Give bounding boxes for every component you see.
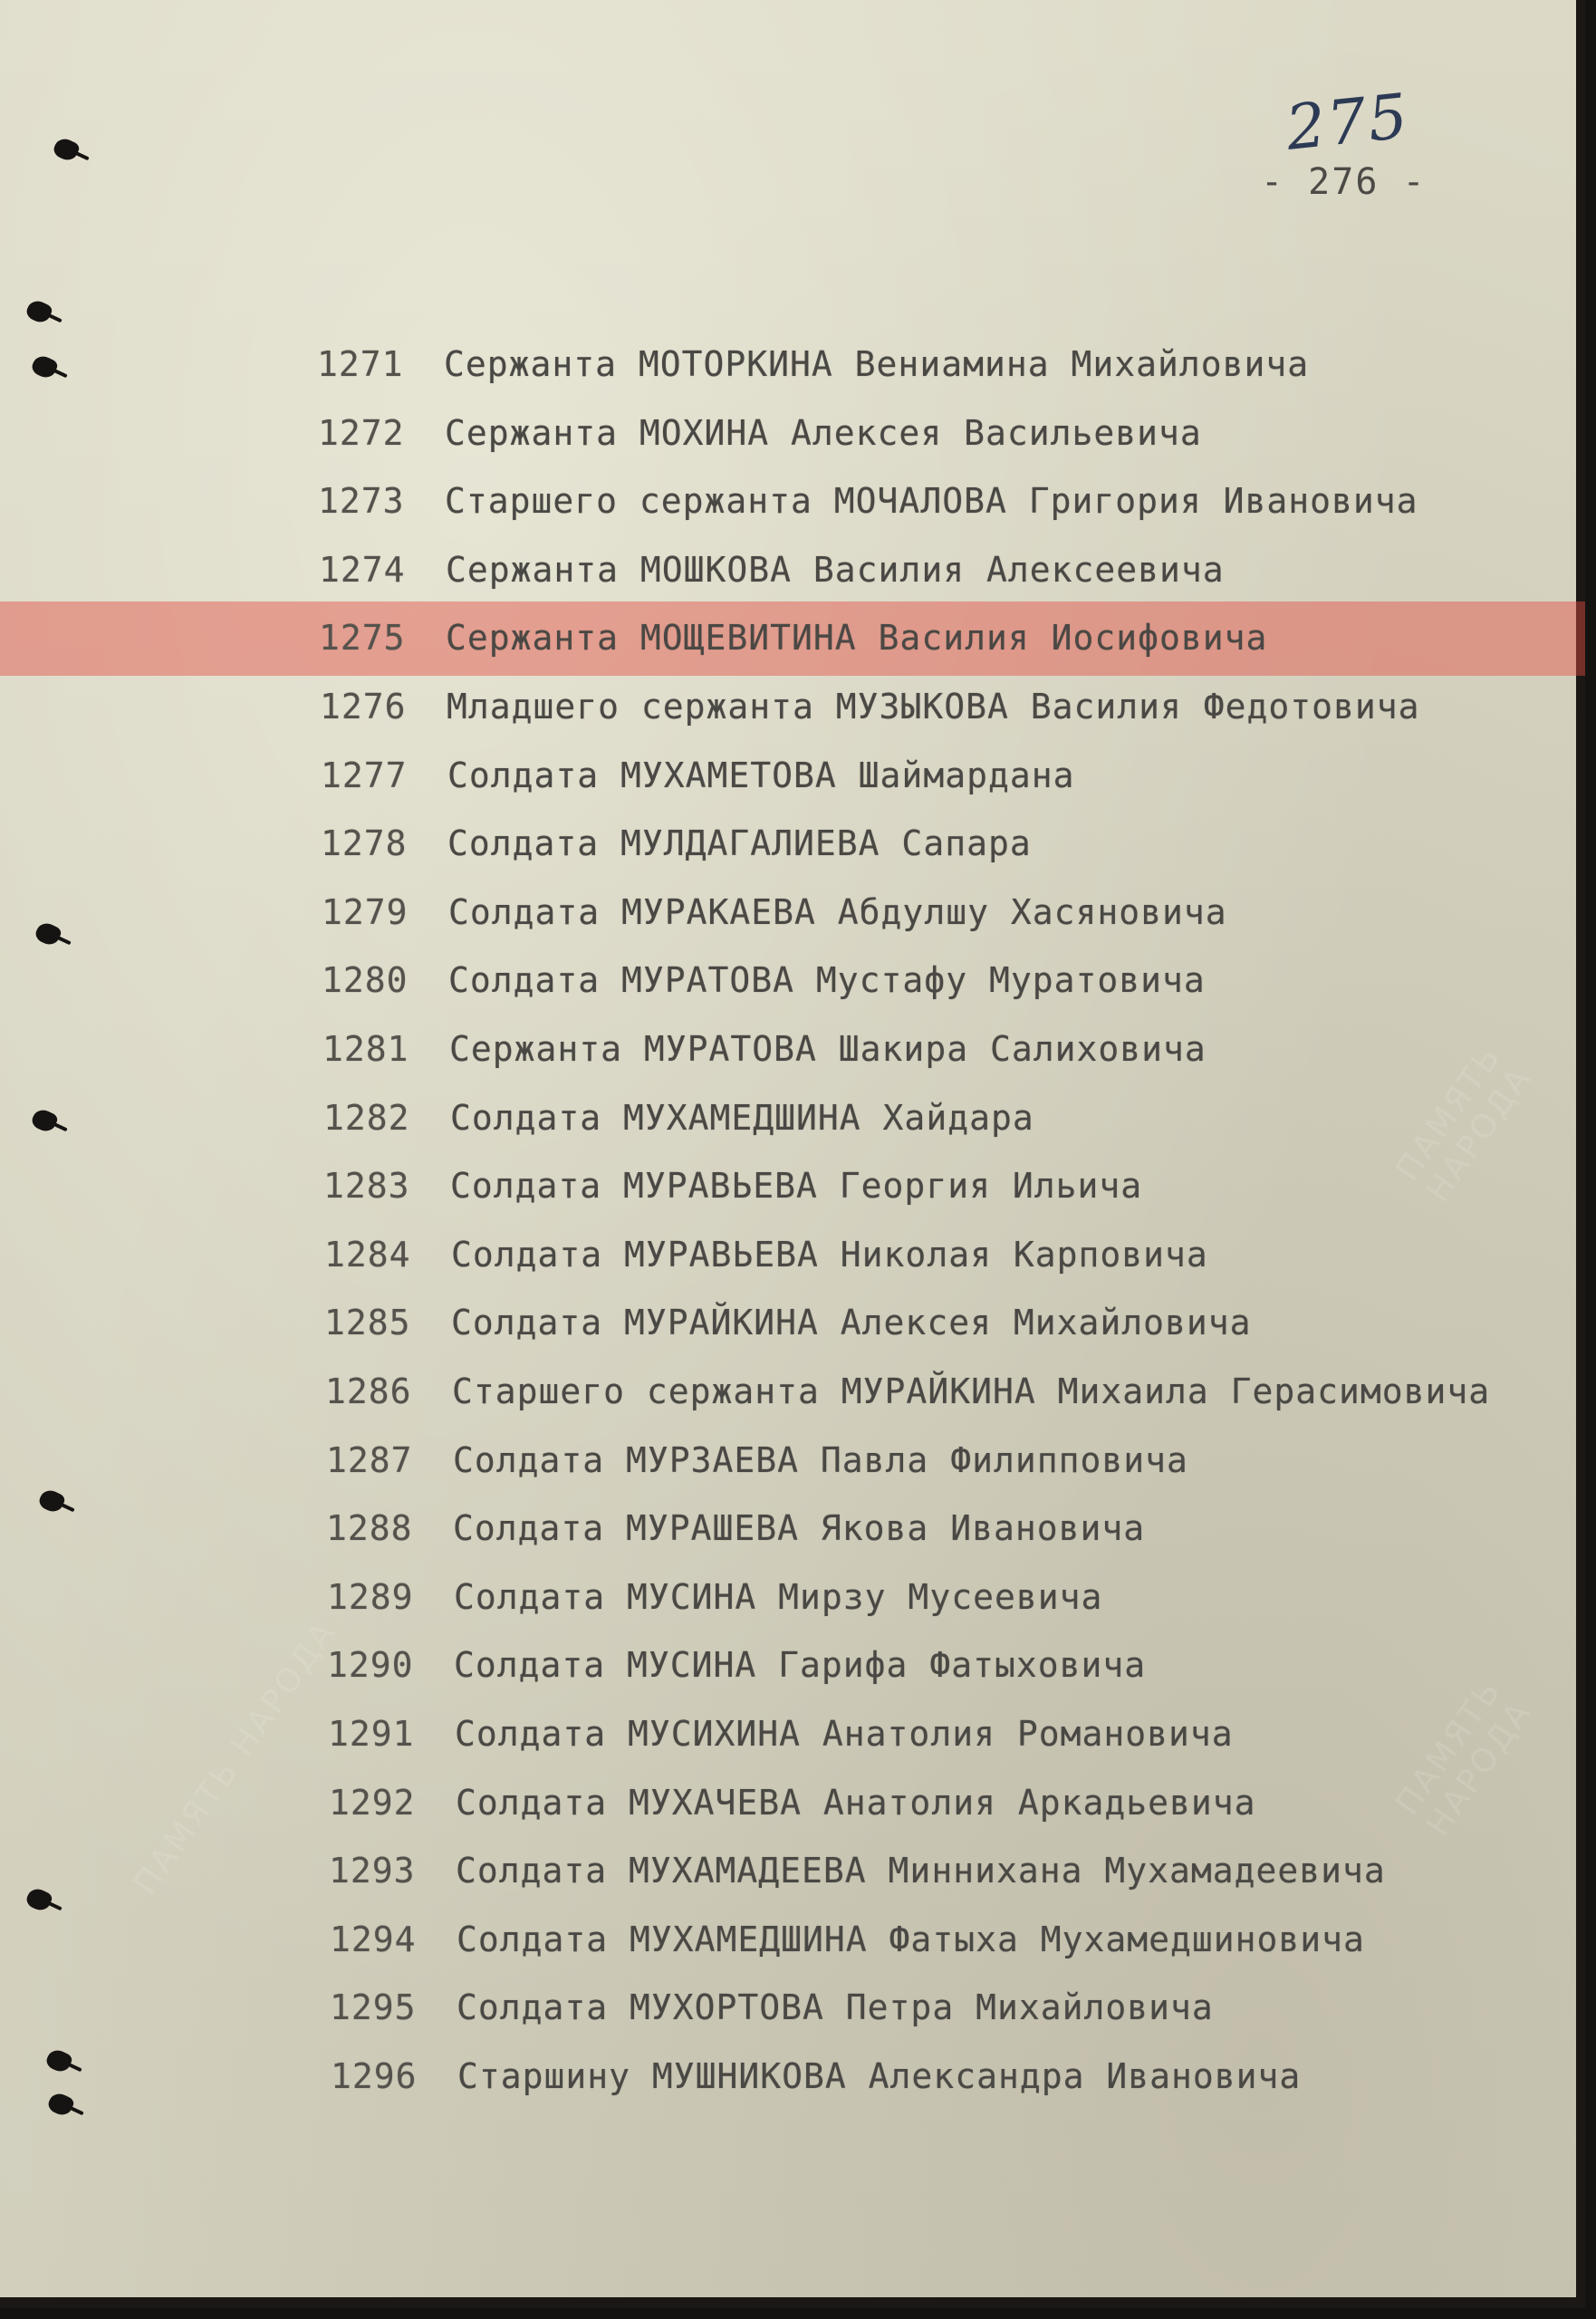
entry-number: 1296 xyxy=(331,2056,418,2096)
entry-number: 1281 xyxy=(322,1029,409,1069)
list-item xyxy=(324,1227,1556,1282)
list-item xyxy=(326,1433,1558,1487)
list-item xyxy=(322,885,1553,939)
list-item xyxy=(318,474,1550,528)
list-item xyxy=(330,1912,1562,1967)
entry-number: 1278 xyxy=(321,823,408,863)
entry-text: Солдата МУРАКАЕВА Абдулшу Хасяновича xyxy=(448,892,1227,932)
list-item xyxy=(321,748,1553,803)
entry-number: 1286 xyxy=(325,1371,412,1411)
entry-text: Сержанта МОЩЕВИТИНА Василия Иосифовича xyxy=(446,618,1268,658)
entry-number: 1293 xyxy=(329,1851,416,1891)
entry-text: Солдата МУХАЧЕВА Анатолия Аркадьевича xyxy=(456,1783,1256,1823)
watermark: ПАМЯТЬ НАРОДА xyxy=(1389,1038,1540,1209)
entry-text: Сержанта МОХИНА Алексея Васильевича xyxy=(445,413,1202,453)
entry-text: Солдата МУРАТОВА Мустафу Муратовича xyxy=(448,960,1206,1000)
entry-number: 1284 xyxy=(324,1235,411,1275)
entry-text: Солдата МУХАМЕДШИНА Хайдара xyxy=(450,1098,1034,1138)
list-item xyxy=(319,543,1551,597)
entry-text: Солдата МУХАМАДЕЕВА Миннихана Мухамадеевича xyxy=(456,1851,1386,1891)
entry-number: 1271 xyxy=(317,344,404,384)
entry-text: Младшего сержанта МУЗЫКОВА Василия Федотовича xyxy=(447,687,1420,726)
list-item xyxy=(327,1570,1559,1624)
entry-text: Солдата МУРАЙКИНА Алексея Михайловича xyxy=(451,1303,1252,1342)
list-item xyxy=(322,953,1553,1007)
list-item xyxy=(327,1638,1559,1692)
entry-text: Солдата МУСИНА Мирзу Мусеевича xyxy=(454,1577,1103,1617)
entry-number: 1282 xyxy=(323,1098,410,1138)
entry-text: Солдата МУСИНА Гарифа Фатыховича xyxy=(454,1645,1147,1685)
list-item xyxy=(320,679,1552,734)
entry-text: Сержанта МУРАТОВА Шакира Салиховича xyxy=(449,1029,1207,1069)
list-item xyxy=(328,1707,1560,1761)
entry-text: Солдата МУРАВЬЕВА Николая Карповича xyxy=(451,1235,1208,1275)
entry-number: 1279 xyxy=(322,892,409,932)
list-item xyxy=(319,611,1551,665)
list-item xyxy=(331,2049,1562,2103)
list-item xyxy=(324,1295,1556,1350)
watermark: ПАМЯТЬ НАРОДА xyxy=(1389,1672,1540,1843)
entry-text: Солдата МУХАМЕДШИНА Фатыха Мухамедшиновича xyxy=(457,1920,1365,1959)
entry-number: 1275 xyxy=(319,618,406,658)
list-item xyxy=(329,1843,1561,1898)
entry-number: 1274 xyxy=(319,550,406,590)
watermark: ПАМЯТЬ НАРОДА xyxy=(126,1613,344,1902)
entry-number: 1295 xyxy=(330,1987,417,2027)
entry-number: 1276 xyxy=(320,687,407,726)
entry-text: Старшину МУШНИКОВА Александра Ивановича xyxy=(457,2056,1302,2096)
list-item xyxy=(323,1159,1555,1213)
entry-number: 1288 xyxy=(326,1508,413,1548)
entry-number: 1292 xyxy=(329,1783,416,1823)
entry-text: Старшего сержанта МУРАЙКИНА Михаила Герасимовича xyxy=(452,1371,1491,1411)
entry-text: Солдата МУРАШЕВА Якова Ивановича xyxy=(453,1508,1146,1548)
entry-number: 1272 xyxy=(318,413,405,453)
entry-number: 1294 xyxy=(330,1920,417,1959)
list-item xyxy=(317,337,1549,391)
list-item xyxy=(318,406,1550,460)
typed-page-number: - 276 - xyxy=(1261,161,1427,203)
entry-text: Солдата МУРЗАЕВА Павла Филипповича xyxy=(453,1440,1188,1480)
entry-text: Солдата МУХОРТОВА Петра Михайловича xyxy=(457,1987,1214,2027)
entry-text: Старшего сержанта МОЧАЛОВА Григория Ивановича xyxy=(445,481,1418,521)
list-item xyxy=(329,1775,1561,1830)
entry-number: 1285 xyxy=(324,1303,411,1342)
entry-number: 1290 xyxy=(327,1645,414,1685)
entry-text: Солдата МУСИХИНА Анатолия Романовича xyxy=(455,1714,1234,1754)
entry-number: 1280 xyxy=(322,960,409,1000)
entry-text: Сержанта МОТОРКИНА Вениамина Михайловича xyxy=(444,344,1310,384)
list-item xyxy=(322,1022,1554,1076)
entry-text: Солдата МУЛДАГАЛИЕВА Сапара xyxy=(447,823,1032,863)
entry-number: 1289 xyxy=(327,1577,414,1617)
entry-number: 1273 xyxy=(318,481,405,521)
entry-number: 1277 xyxy=(321,755,408,795)
entry-number: 1291 xyxy=(328,1714,415,1754)
entry-text: Солдата МУХАМЕТОВА Шаймардана xyxy=(447,755,1075,795)
entry-text: Солдата МУРАВЬЕВА Георгия Ильича xyxy=(450,1166,1143,1206)
entry-number: 1283 xyxy=(323,1166,410,1206)
list-item xyxy=(326,1501,1558,1555)
list-item xyxy=(330,1980,1562,2035)
list-item xyxy=(325,1364,1557,1419)
entry-text: Сержанта МОШКОВА Василия Алексеевича xyxy=(446,550,1225,590)
list-item xyxy=(321,816,1553,871)
list-item xyxy=(323,1091,1555,1145)
handwritten-page-number: 275 xyxy=(1283,81,1413,165)
entry-number: 1287 xyxy=(326,1440,413,1480)
